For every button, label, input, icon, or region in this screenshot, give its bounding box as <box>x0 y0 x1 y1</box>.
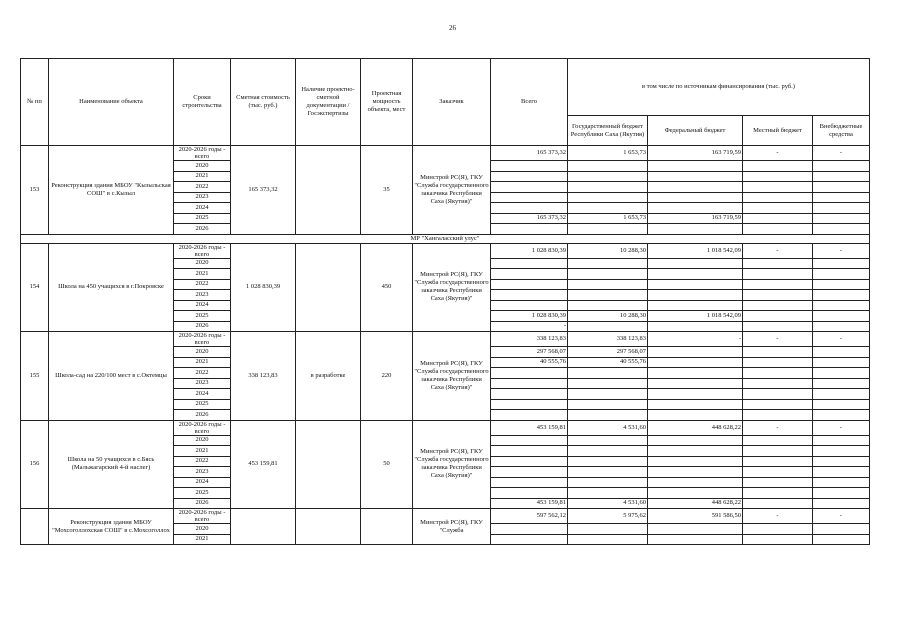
federal-budget-value <box>648 477 743 488</box>
header-federal-budget: Федеральный бюджет <box>648 116 743 146</box>
period-cell: 2022 <box>174 368 231 379</box>
local-budget-value <box>743 389 813 400</box>
period-cell: 2020-2026 годы - всего <box>174 332 231 347</box>
state-budget-value <box>568 258 648 269</box>
header-num: № пп <box>21 59 49 146</box>
extra-budget-value <box>813 467 870 478</box>
state-budget-value <box>568 290 648 301</box>
total-value <box>491 171 568 182</box>
region-label: МР "Хангаласский улус" <box>21 234 870 243</box>
state-budget-value: 10 288,30 <box>568 243 648 258</box>
state-budget-value <box>568 389 648 400</box>
extra-budget-value <box>813 524 870 535</box>
period-cell: 2023 <box>174 378 231 389</box>
header-local-budget: Местный бюджет <box>743 116 813 146</box>
local-budget-value <box>743 203 813 214</box>
local-budget-value <box>743 488 813 499</box>
total-value <box>491 182 568 193</box>
extra-budget-value: - <box>813 243 870 258</box>
local-budget-value: - <box>743 146 813 161</box>
period-cell: 2021 <box>174 269 231 280</box>
period-cell: 2025 <box>174 399 231 410</box>
local-budget-value <box>743 192 813 203</box>
period-cell: 2021 <box>174 357 231 368</box>
state-budget-value <box>568 321 648 332</box>
extra-budget-value <box>813 456 870 467</box>
period-cell: 2021 <box>174 171 231 182</box>
capacity: 450 <box>361 243 413 332</box>
page-number: 26 <box>449 24 456 32</box>
extra-budget-value <box>813 300 870 311</box>
extra-budget-value <box>813 182 870 193</box>
period-cell: 2021 <box>174 446 231 457</box>
extra-budget-value: - <box>813 420 870 435</box>
extra-budget-value <box>813 488 870 499</box>
total-value <box>491 269 568 280</box>
federal-budget-value: - <box>648 332 743 347</box>
federal-budget-value <box>648 467 743 478</box>
total-value <box>491 258 568 269</box>
capacity: 220 <box>361 332 413 421</box>
local-budget-value: - <box>743 509 813 524</box>
local-budget-value: - <box>743 420 813 435</box>
extra-budget-value <box>813 321 870 332</box>
federal-budget-value: 448 628,22 <box>648 498 743 509</box>
federal-budget-value: 1 018 542,09 <box>648 243 743 258</box>
extra-budget-value <box>813 410 870 421</box>
extra-budget-value <box>813 171 870 182</box>
estimated-cost: 338 123,83 <box>231 332 296 421</box>
estimated-cost: 165 373,32 <box>231 146 296 235</box>
extra-budget-value <box>813 311 870 322</box>
federal-budget-value <box>648 524 743 535</box>
federal-budget-value <box>648 279 743 290</box>
local-budget-value <box>743 399 813 410</box>
local-budget-value <box>743 224 813 235</box>
project-number <box>21 509 49 545</box>
extra-budget-value: - <box>813 146 870 161</box>
header-extra-budget: Внебюджетные средства <box>813 116 870 146</box>
period-cell: 2022 <box>174 279 231 290</box>
federal-budget-value <box>648 435 743 446</box>
extra-budget-value <box>813 477 870 488</box>
total-value <box>491 410 568 421</box>
state-budget-value <box>568 534 648 545</box>
total-value <box>491 300 568 311</box>
local-budget-value <box>743 467 813 478</box>
customer: Минстрой РС(Я), ГКУ "Служба <box>413 509 491 545</box>
extra-budget-value <box>813 347 870 358</box>
local-budget-value <box>743 368 813 379</box>
state-budget-value <box>568 269 648 280</box>
table-row <box>21 509 870 524</box>
project-name: Школа на 50 учащихся в с.Бясь (Мальжагарский 4-й наслег) <box>49 420 174 509</box>
total-value <box>491 224 568 235</box>
extra-budget-value <box>813 534 870 545</box>
period-cell: 2020-2026 годы - всего <box>174 243 231 258</box>
extra-budget-value <box>813 389 870 400</box>
period-cell: 2022 <box>174 456 231 467</box>
federal-budget-value <box>648 488 743 499</box>
federal-budget-value <box>648 321 743 332</box>
total-value: 297 568,07 <box>491 347 568 358</box>
customer: Минстрой РС(Я), ГКУ "Служба государственного заказчика Республики Саха (Якутия)" <box>413 420 491 509</box>
total-value <box>491 389 568 400</box>
capacity: 50 <box>361 420 413 509</box>
state-budget-value: 1 653,73 <box>568 213 648 224</box>
total-value <box>491 534 568 545</box>
local-budget-value <box>743 456 813 467</box>
project-name: Школа на 450 учащихся в г.Покровске <box>49 243 174 332</box>
federal-budget-value <box>648 534 743 545</box>
total-value <box>491 192 568 203</box>
extra-budget-value <box>813 357 870 368</box>
period-cell: 2020 <box>174 347 231 358</box>
extra-budget-value <box>813 435 870 446</box>
extra-budget-value <box>813 399 870 410</box>
header-cost: Сметная стоимость (тыс. руб.) <box>231 59 296 146</box>
table-row <box>21 243 870 258</box>
period-cell: 2025 <box>174 213 231 224</box>
extra-budget-value <box>813 224 870 235</box>
period-cell: 2020 <box>174 161 231 172</box>
local-budget-value: - <box>743 243 813 258</box>
docs-status <box>296 420 361 509</box>
total-value <box>491 161 568 172</box>
state-budget-value <box>568 399 648 410</box>
extra-budget-value <box>813 290 870 301</box>
extra-budget-value: - <box>813 332 870 347</box>
local-budget-value <box>743 161 813 172</box>
customer: Минстрой РС(Я), ГКУ "Служба государственного заказчика Республики Саха (Якутия)" <box>413 332 491 421</box>
state-budget-value <box>568 410 648 421</box>
estimated-cost: 453 159,81 <box>231 420 296 509</box>
project-number: 156 <box>21 420 49 509</box>
extra-budget-value <box>813 446 870 457</box>
state-budget-value <box>568 203 648 214</box>
total-value: 453 159,81 <box>491 498 568 509</box>
local-budget-value <box>743 534 813 545</box>
federal-budget-value <box>648 182 743 193</box>
customer: Минстрой РС(Я), ГКУ "Служба государственного заказчика Республики Саха (Якутия)" <box>413 146 491 235</box>
table-body <box>21 146 870 545</box>
capacity: 35 <box>361 146 413 235</box>
local-budget-value <box>743 347 813 358</box>
total-value: 1 028 830,39 <box>491 243 568 258</box>
federal-budget-value <box>648 171 743 182</box>
project-name: Реконструкция здания МБОУ "Мохсоголлохская СОШ" в с.Мохсоголлох <box>49 509 174 545</box>
table-row <box>21 420 870 435</box>
period-cell: 2021 <box>174 534 231 545</box>
local-budget-value <box>743 269 813 280</box>
project-number: 155 <box>21 332 49 421</box>
state-budget-value: 1 653,73 <box>568 146 648 161</box>
state-budget-value <box>568 446 648 457</box>
period-cell: 2020-2026 годы - всего <box>174 146 231 161</box>
total-value <box>491 456 568 467</box>
state-budget-value <box>568 488 648 499</box>
period-cell: 2026 <box>174 410 231 421</box>
state-budget-value: 4 531,60 <box>568 498 648 509</box>
federal-budget-value: 448 628,22 <box>648 420 743 435</box>
local-budget-value <box>743 357 813 368</box>
state-budget-value: 10 288,30 <box>568 311 648 322</box>
federal-budget-value: 163 719,59 <box>648 146 743 161</box>
total-value <box>491 279 568 290</box>
period-cell: 2020-2026 годы - всего <box>174 509 231 524</box>
federal-budget-value: 163 719,59 <box>648 213 743 224</box>
state-budget-value: 4 531,60 <box>568 420 648 435</box>
period-cell: 2022 <box>174 182 231 193</box>
region-row <box>21 234 870 243</box>
total-value: 338 123,83 <box>491 332 568 347</box>
project-name: Реконструкция здания МБОУ "Кызыльская СОШ" в с.Кызыл <box>49 146 174 235</box>
extra-budget-value <box>813 161 870 172</box>
period-cell: 2023 <box>174 467 231 478</box>
state-budget-value <box>568 279 648 290</box>
local-budget-value <box>743 311 813 322</box>
total-value <box>491 290 568 301</box>
total-value: 453 159,81 <box>491 420 568 435</box>
federal-budget-value <box>648 399 743 410</box>
project-name: Школа-сад на 220/100 мест в с.Октемцы <box>49 332 174 421</box>
local-budget-value <box>743 300 813 311</box>
header-customer: Заказчик <box>413 59 491 146</box>
federal-budget-value <box>648 347 743 358</box>
state-budget-value <box>568 456 648 467</box>
period-cell: 2024 <box>174 300 231 311</box>
header-docs: Наличие проектно-сметной документации /Госэкспертизы <box>296 59 361 146</box>
period-cell: 2020 <box>174 435 231 446</box>
table-row <box>21 146 870 161</box>
local-budget-value <box>743 378 813 389</box>
total-value <box>491 488 568 499</box>
extra-budget-value: - <box>813 509 870 524</box>
federal-budget-value <box>648 192 743 203</box>
total-value: 165 373,32 <box>491 146 568 161</box>
state-budget-value <box>568 224 648 235</box>
state-budget-value <box>568 467 648 478</box>
header-term: Сроки строительства <box>174 59 231 146</box>
header-sources-group: в том числе по источникам финансирования (тыс. руб.) <box>568 59 870 116</box>
state-budget-value <box>568 192 648 203</box>
extra-budget-value <box>813 378 870 389</box>
total-value <box>491 203 568 214</box>
total-value <box>491 524 568 535</box>
federal-budget-value <box>648 389 743 400</box>
state-budget-value <box>568 300 648 311</box>
estimated-cost <box>231 509 296 545</box>
state-budget-value <box>568 161 648 172</box>
federal-budget-value <box>648 300 743 311</box>
period-cell: 2026 <box>174 224 231 235</box>
docs-status <box>296 146 361 235</box>
project-number: 154 <box>21 243 49 332</box>
extra-budget-value <box>813 269 870 280</box>
local-budget-value <box>743 182 813 193</box>
federal-budget-value <box>648 456 743 467</box>
federal-budget-value <box>648 269 743 280</box>
total-value <box>491 435 568 446</box>
local-budget-value <box>743 321 813 332</box>
local-budget-value <box>743 290 813 301</box>
total-value: 597 562,12 <box>491 509 568 524</box>
local-budget-value <box>743 258 813 269</box>
federal-budget-value: 591 586,50 <box>648 509 743 524</box>
federal-budget-value <box>648 161 743 172</box>
state-budget-value <box>568 171 648 182</box>
local-budget-value <box>743 477 813 488</box>
estimated-cost: 1 028 830,39 <box>231 243 296 332</box>
state-budget-value: 338 123,83 <box>568 332 648 347</box>
total-value: - <box>491 321 568 332</box>
total-value <box>491 467 568 478</box>
local-budget-value <box>743 446 813 457</box>
total-value <box>491 446 568 457</box>
customer: Минстрой РС(Я), ГКУ "Служба государственного заказчика Республики Саха (Якутия)" <box>413 243 491 332</box>
capacity <box>361 509 413 545</box>
docs-status: в разработке <box>296 332 361 421</box>
extra-budget-value <box>813 258 870 269</box>
federal-budget-value <box>648 446 743 457</box>
docs-status <box>296 509 361 545</box>
period-cell: 2024 <box>174 203 231 214</box>
period-cell: 2024 <box>174 389 231 400</box>
federal-budget-value <box>648 368 743 379</box>
state-budget-value: 5 975,62 <box>568 509 648 524</box>
federal-budget-value <box>648 378 743 389</box>
total-value <box>491 477 568 488</box>
header-name: Наименование объекта <box>49 59 174 146</box>
extra-budget-value <box>813 213 870 224</box>
local-budget-value <box>743 498 813 509</box>
state-budget-value: 40 555,76 <box>568 357 648 368</box>
federal-budget-value <box>648 410 743 421</box>
local-budget-value <box>743 410 813 421</box>
extra-budget-value <box>813 203 870 214</box>
header-total: Всего <box>491 59 568 146</box>
local-budget-value <box>743 279 813 290</box>
period-cell: 2025 <box>174 488 231 499</box>
docs-status <box>296 243 361 332</box>
period-cell: 2020 <box>174 258 231 269</box>
extra-budget-value <box>813 279 870 290</box>
period-cell: 2020 <box>174 524 231 535</box>
state-budget-value <box>568 182 648 193</box>
total-value <box>491 399 568 410</box>
total-value <box>491 368 568 379</box>
local-budget-value: - <box>743 332 813 347</box>
federal-budget-value <box>648 258 743 269</box>
total-value: 1 028 830,39 <box>491 311 568 322</box>
header-state-budget: Государственный бюджет Республики Саха (Якутия) <box>568 116 648 146</box>
total-value: 40 555,76 <box>491 357 568 368</box>
federal-budget-value <box>648 203 743 214</box>
project-number: 153 <box>21 146 49 235</box>
federal-budget-value: 1 018 542,09 <box>648 311 743 322</box>
local-budget-value <box>743 213 813 224</box>
federal-budget-value <box>648 357 743 368</box>
total-value <box>491 378 568 389</box>
state-budget-value <box>568 368 648 379</box>
local-budget-value <box>743 524 813 535</box>
financing-table <box>20 58 870 545</box>
local-budget-value <box>743 171 813 182</box>
federal-budget-value <box>648 290 743 301</box>
period-cell: 2024 <box>174 477 231 488</box>
period-cell: 2020-2026 годы - всего <box>174 420 231 435</box>
table-row <box>21 332 870 347</box>
state-budget-value <box>568 378 648 389</box>
local-budget-value <box>743 435 813 446</box>
period-cell: 2023 <box>174 290 231 301</box>
extra-budget-value <box>813 498 870 509</box>
total-value: 165 373,32 <box>491 213 568 224</box>
state-budget-value <box>568 524 648 535</box>
federal-budget-value <box>648 224 743 235</box>
state-budget-value <box>568 435 648 446</box>
state-budget-value: 297 568,07 <box>568 347 648 358</box>
header-capacity: Проектная мощность объекта, мест <box>361 59 413 146</box>
period-cell: 2026 <box>174 321 231 332</box>
period-cell: 2023 <box>174 192 231 203</box>
state-budget-value <box>568 477 648 488</box>
extra-budget-value <box>813 368 870 379</box>
period-cell: 2025 <box>174 311 231 322</box>
period-cell: 2026 <box>174 498 231 509</box>
extra-budget-value <box>813 192 870 203</box>
